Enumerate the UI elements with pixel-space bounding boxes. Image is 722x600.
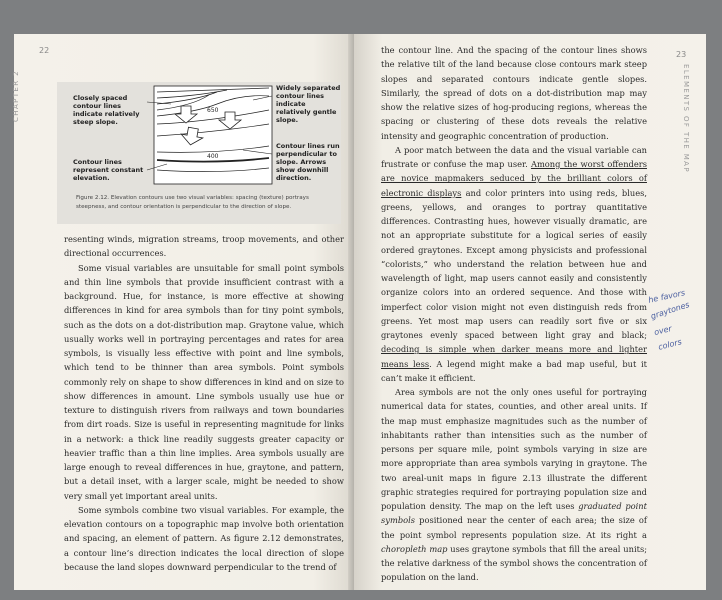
left-running-head: CHAPTER 2	[12, 69, 20, 122]
paragraph: Some symbols combine two visual variables. For example, the elevation contours on a topographic map involve both orientation and spacing, an element of pattern. As figure 2.12 demonstrates, a contour line’s direction indicates the local direction of slope because the land slopes downward perpendicular to the trend of	[64, 504, 344, 572]
contour-label-650: 650	[207, 107, 219, 114]
paragraph: Some visual variables are unsuitable for small point symbols and thin line symbols that provide insufficient contrast with a background. Hue, for instance, is more effective at showing differences in kind for area symbols than for tiny point symbols, such as the dots on a dot-distribution map. Graytone value, which usually works well in portraying percentages and rates for area symbols, is visually less effective with point and line symbols, which tend to be thinner than area symbols. Point symbols commonly rely on shape to show differences in kind and on size to show differences in amount. Line symbols usually use hue or texture to distinguish rivers from railways and town boundaries from dirt roads. Size is useful in representing magnitude for links in a network: a thick line readily suggests greater capacity or heavier traffic than a thin line implies. Area symbols usually are large enough to reveal differences in hue, graytone, and pattern, but a detail inset, with a larger scale, might be needed to show very small yet important areal units.	[64, 262, 344, 501]
right-running-head: ELEMENTS OF THE MAP	[682, 64, 690, 173]
left-body-text	[64, 232, 344, 574]
figure-label-constant: Contour lines represent constant elevation.	[73, 158, 144, 182]
figure-label-perpendicular: Contour lines run perpendicular to slope. Arrows show downhill direction.	[276, 142, 340, 182]
right-page: 23 ELEMENTS OF THE MAP the contour line. And the spacing of the contour lines shows the relative tilt of the land because close contours mark steep slopes and separated contours indicate gentle slopes. Similarly, the spread of dots on a dot-distribution map may show the relative sizes of hog-producing regions, whereas the spacing or clustering of these dots reveals the relative intensity and geographic concentration of production. A poor match between the data and the visual variable can frustrate or confuse the map user. Among the worst offenders are novice mapmakers seduced by the brilliant colors of electronic displays and color printers into using reds, blues, greens, yellows, and oranges to portray quantitative differences. Contrasting hues, however visually dramatic, are not an appropriate substitute for a logical series of easily ordered graytones. Except among physicists and professional “colorists,” who understand the relation between hue and wavelength of light, map users cannot easily and consistently organize colors into an ordered sequence. And those with imperfect color vision might not even distinguish reds from greens. Yet most map users can readily sort five or six graytones evenly spaced between light gray and black; decoding is simple when darker means more and lighter means less. A legend might make a bad map useful, but it can’t make it efficient. Area symbols are not the only ones useful for portraying numerical data for states, counties, and other areal units. If the map must emphasize magnitudes such as the number of inhabitants rather than intensities such as the number of persons per square mile, point symbols varying in size are more appropriate than area symbols varying in graytone. The two areal-unit maps in figure 2.13 illustrate the different graphic strategies required for portraying population size and population density. The map on the left uses graduated point symbols positioned near the center of each area; the size of the point symbol represents population size. At its right a choropleth map uses graytone symbols that fill the areal units; the relative darkness of the symbol shows the concentration of population on the land. he favors graytones over colors	[354, 34, 706, 590]
paragraph: Area symbols are not the only ones useful for portraying numerical data for states, counties, and other areal units. If the map must emphasize magnitudes such as the number of inhabitants rather than intensities such as the number of persons per square mile, point symbols varying in size are more appropriate than area symbols varying in graytone. The two areal-unit maps in figure 2.13 illustrate the different graphic strategies required for portraying population size and population density. The map on the left uses graduated point symbols positioned near the center of each area; the size of the point symbol represents population size. At its right a choropleth map uses graytone symbols that fill the areal units; the relative darkness of the symbol shows the concentration of population on the land.	[381, 387, 647, 583]
paragraph: resenting winds, migration streams, troop movements, and other directional occurrences.	[64, 234, 344, 259]
underlined-passage: Among the worst offenders are novice mapmakers seduced by the brilliant colors of electronic displays	[381, 159, 647, 198]
right-body-text	[381, 43, 647, 585]
right-page-number: 23	[676, 50, 687, 59]
paragraph: A poor match between the data and the visual variable can frustrate or confuse the map user. Among the worst offenders are novice mapmakers seduced by the brilliant colors of electronic displays and color printers into using reds, blues, greens, yellows, and oranges to portray quantitative differences. Contrasting hues, however visually dramatic, are not an appropriate substitute for a logical series of easily ordered graytones. Except among physicists and professional “colorists,” who understand the relation between hue and wavelength of light, map users cannot easily and consistently organize colors into an ordered sequence. And those with imperfect color vision might not even distinguish reds from greens. Yet most map users can readily sort five or six graytones evenly spaced between light gray and black; decoding is simple when darker means more and lighter means less. A legend might make a bad map useful, but it can’t make it efficient.	[381, 144, 648, 383]
figure-label-steep: Closely spaced contour lines indicate relatively steep slope.	[73, 94, 140, 126]
figure-label-gentle: Widely separated contour lines indicate relatively gentle slope.	[276, 84, 341, 124]
figure-caption: Figure 2.12. Elevation contours use two visual variables: spacing (texture) portrays steepness, and contour orientation is perpendicular to the direction of slope.	[76, 195, 309, 210]
paragraph: the contour line. And the spacing of the contour lines shows the relative tilt of the land because close contours mark steep slopes and separated contours indicate gentle slopes. Similarly, the spread of dots on a dot-distribution map may show the relative sizes of hog-producing regions, whereas the spacing or clustering of these dots reveals the relative intensity and geographic concentration of production.	[381, 45, 647, 141]
underlined-passage: decoding is simple when darker means more and lighter means less	[381, 344, 647, 369]
contour-label-400: 400	[207, 153, 219, 160]
left-page-number: 22	[39, 46, 50, 55]
left-page	[14, 34, 354, 590]
